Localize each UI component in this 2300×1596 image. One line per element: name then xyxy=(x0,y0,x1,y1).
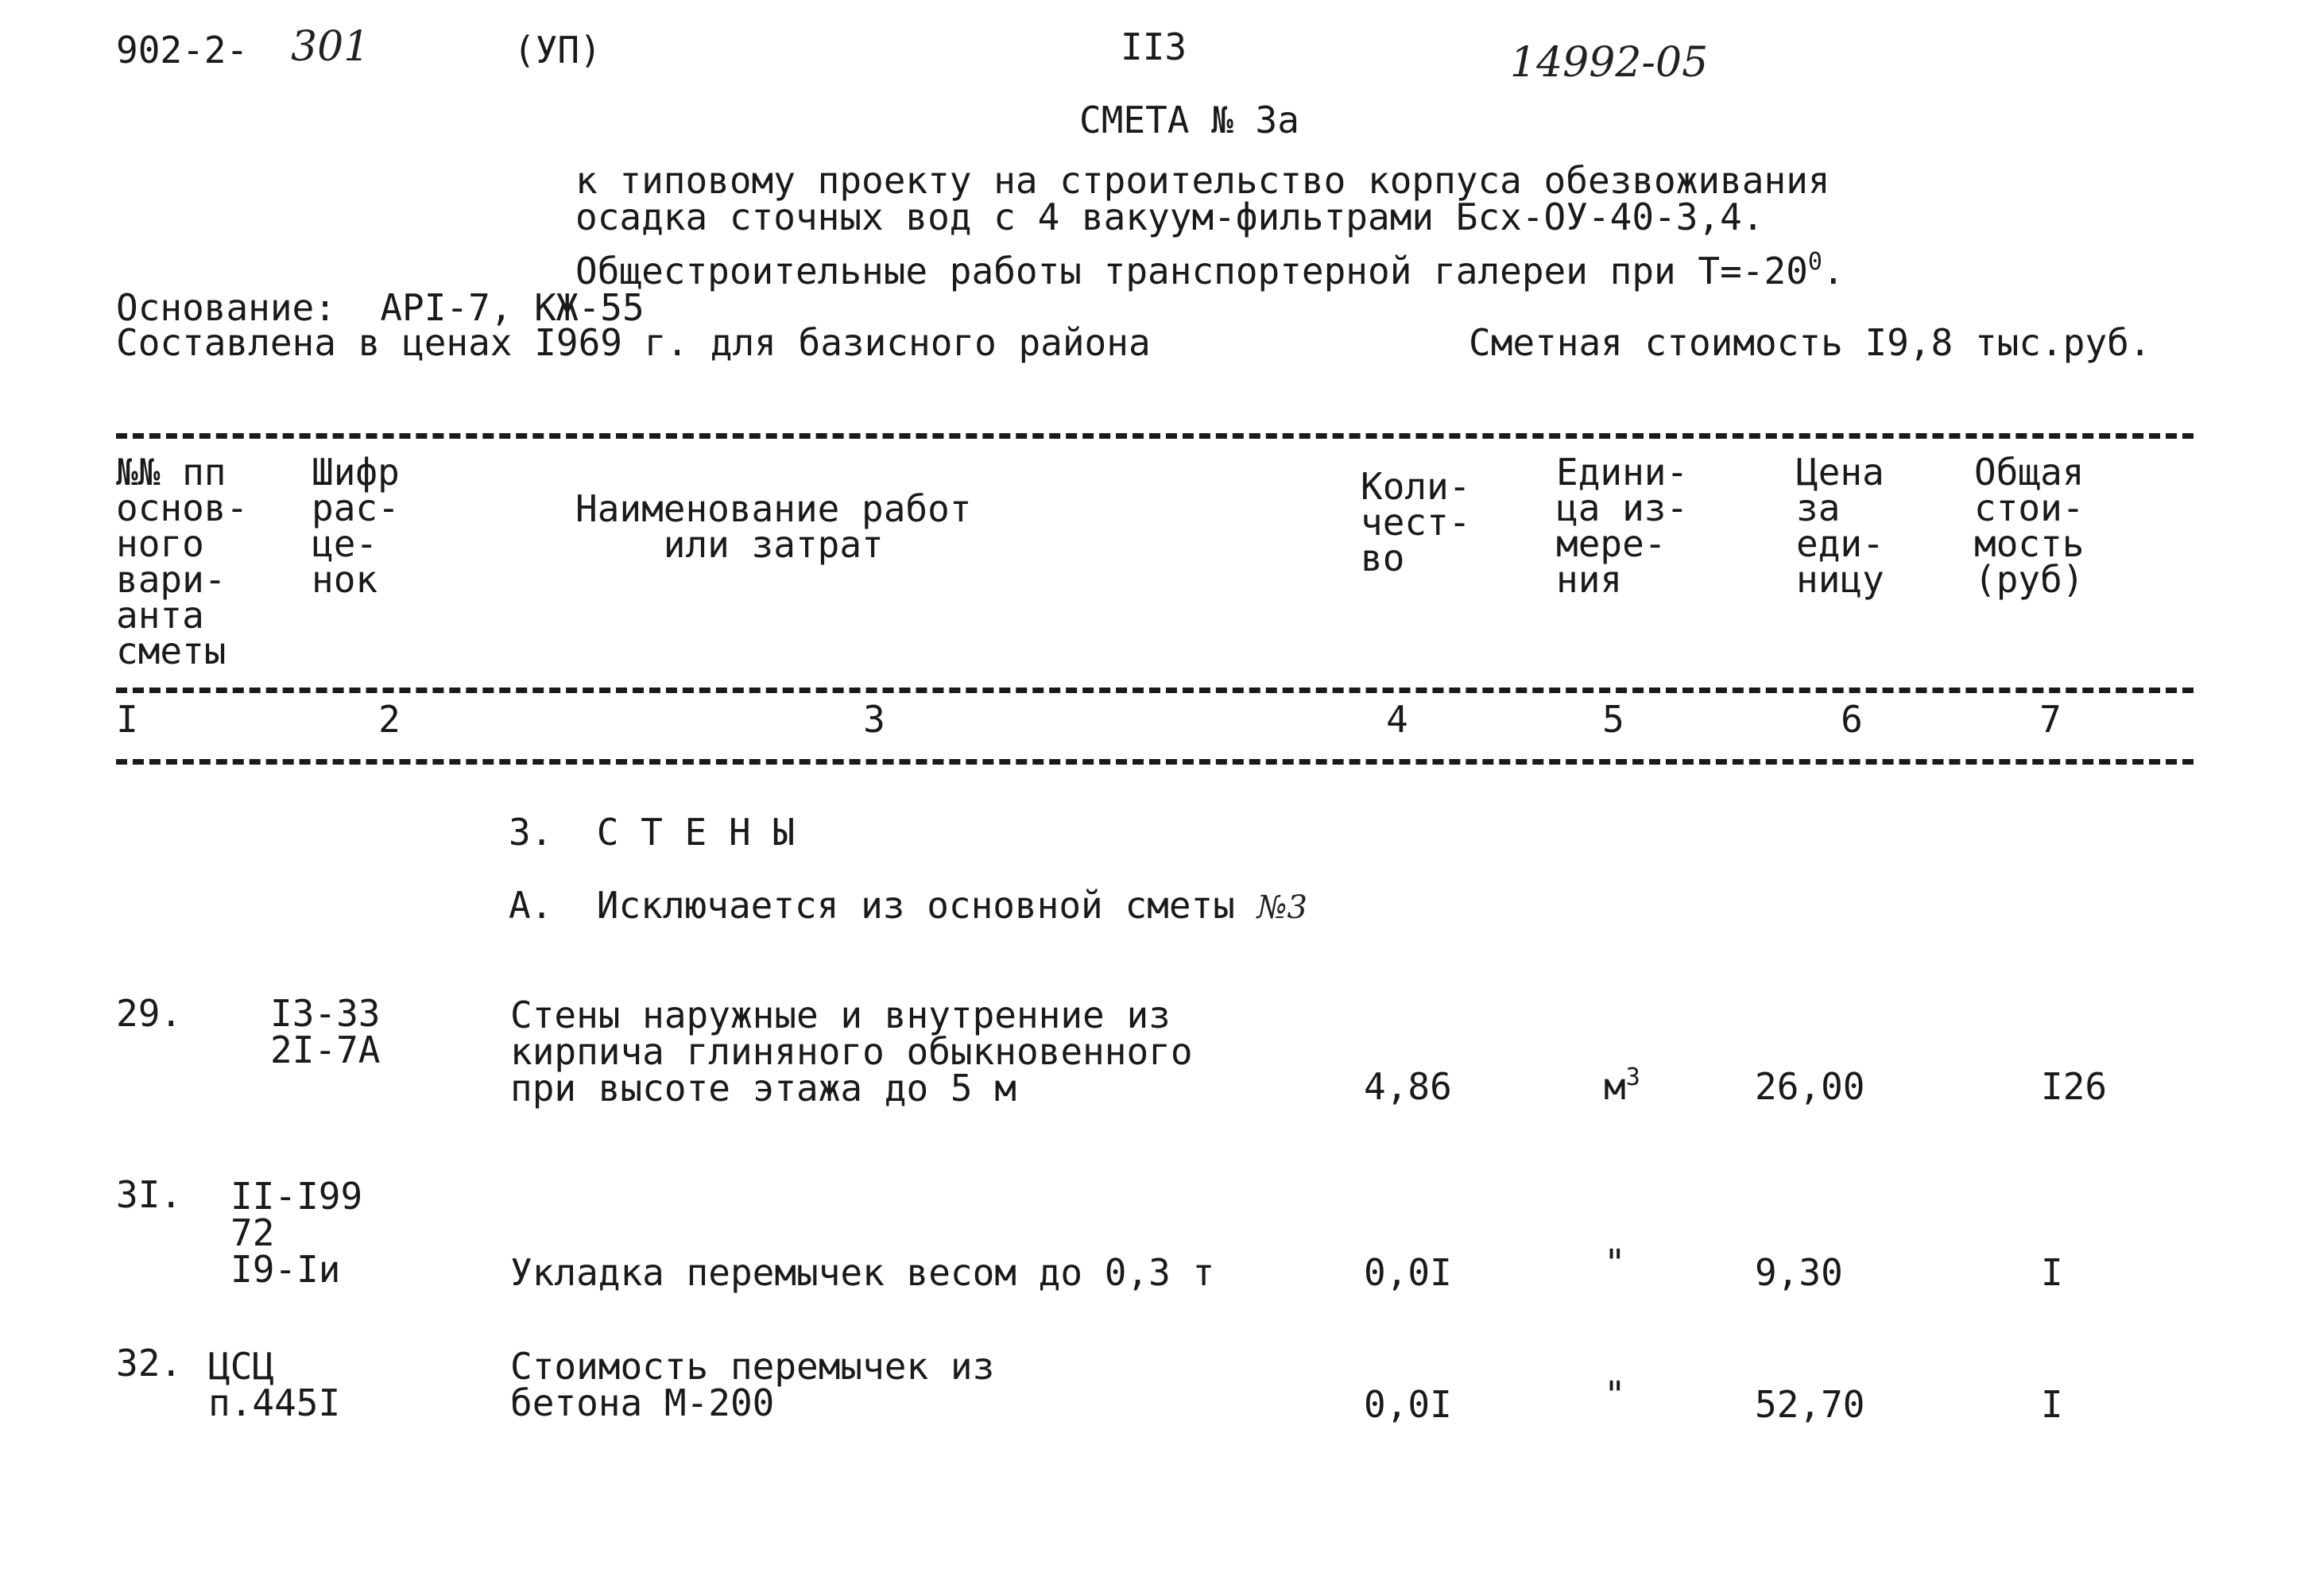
column-number-6: 6 xyxy=(1841,698,1863,741)
unit: $м^3$ xyxy=(1604,1063,1640,1108)
unit-price: 52,70 xyxy=(1755,1383,1865,1426)
estimated-cost: Сметная стоимость I9,8 тыс.руб. xyxy=(1469,321,2151,364)
row-number: 3I. xyxy=(116,1173,183,1216)
unit-price: 26,00 xyxy=(1755,1065,1865,1108)
column-number-5: 5 xyxy=(1602,698,1624,741)
column-number-3: 3 xyxy=(863,698,885,741)
total-cost: I26 xyxy=(2041,1065,2108,1108)
prices-line: Составлена в ценах I969 г. для базисного района xyxy=(116,321,1151,364)
header-col-2: Шифр рас- це- нок xyxy=(312,451,400,601)
page-number: II3 xyxy=(1121,25,1187,68)
rate-code: I3-33 2I-7А xyxy=(270,992,381,1071)
quantity: 4,86 xyxy=(1364,1065,1452,1108)
row-number: 32. xyxy=(116,1342,183,1385)
table-top-rule xyxy=(116,433,2194,439)
series-handwritten: 301 xyxy=(291,23,370,71)
work-name: Стены наружные и внутренние из кирпича глиняного обыкновенного при высоте этажа до 5 м xyxy=(510,994,1193,1110)
column-number-2: 2 xyxy=(378,698,401,741)
column-number-1: I xyxy=(116,698,138,741)
header-mid-rule xyxy=(116,688,2194,693)
doc-number-handwritten: 14992-05 xyxy=(1510,39,1709,87)
title-line-3: Общестроительные работы транспортерной галереи при $Т=-20^0$. xyxy=(575,248,1845,292)
header-col-3: Наименование работ или затрат xyxy=(575,487,972,566)
total-cost: I xyxy=(2041,1251,2063,1294)
header-col-1: №№ пп основ- ного вари- анта сметы xyxy=(116,451,249,672)
row-number: 29. xyxy=(116,992,183,1035)
column-number-4: 4 xyxy=(1386,698,1408,741)
header-bottom-rule xyxy=(116,759,2194,765)
header-col-4: Коли- чест- во xyxy=(1361,465,1471,579)
unit: " xyxy=(1604,1242,1626,1284)
series-code: 902-2- xyxy=(116,29,249,72)
estimate-title: СМЕТА № 3а xyxy=(1079,99,1299,141)
work-name: Укладка перемычек весом до 0,3 т xyxy=(510,1251,1215,1294)
header-col-7: Общая стои- мость (руб) xyxy=(1974,451,2085,601)
work-name: Стоимость перемычек из бетона М-200 xyxy=(510,1345,995,1424)
quantity: 0,0I xyxy=(1364,1383,1452,1426)
unit: " xyxy=(1604,1373,1626,1416)
quantity: 0,0I xyxy=(1364,1251,1452,1294)
total-cost: I xyxy=(2041,1383,2063,1426)
rate-code: II-I99 72 I9-Iи xyxy=(230,1175,363,1291)
header-col-6: Цена за еди- ницу xyxy=(1796,451,1884,601)
section-subtitle: А. Исключается из основной сметы №3 xyxy=(509,884,1307,927)
header-col-5: Едини- ца из- мере- ния xyxy=(1556,451,1689,601)
unit-price: 9,30 xyxy=(1755,1251,1843,1294)
part-label: (УП) xyxy=(513,29,602,72)
rate-code: ЦСЦ п.445I xyxy=(208,1345,341,1424)
section-title: 3. С Т Е Н Ы xyxy=(509,811,796,854)
basis-line: Основание: АРI-7, КЖ-55 xyxy=(116,286,645,329)
title-line-1: к типовому проекту на строительство корпуса обезвоживания xyxy=(575,159,1830,202)
column-number-7: 7 xyxy=(2039,698,2062,741)
subtitle-handwritten-note: №3 xyxy=(1256,889,1307,926)
title-line-2: осадка сточных вод с 4 вакуум-фильтрами Бсх-ОУ-40-3,4. xyxy=(575,196,1764,238)
